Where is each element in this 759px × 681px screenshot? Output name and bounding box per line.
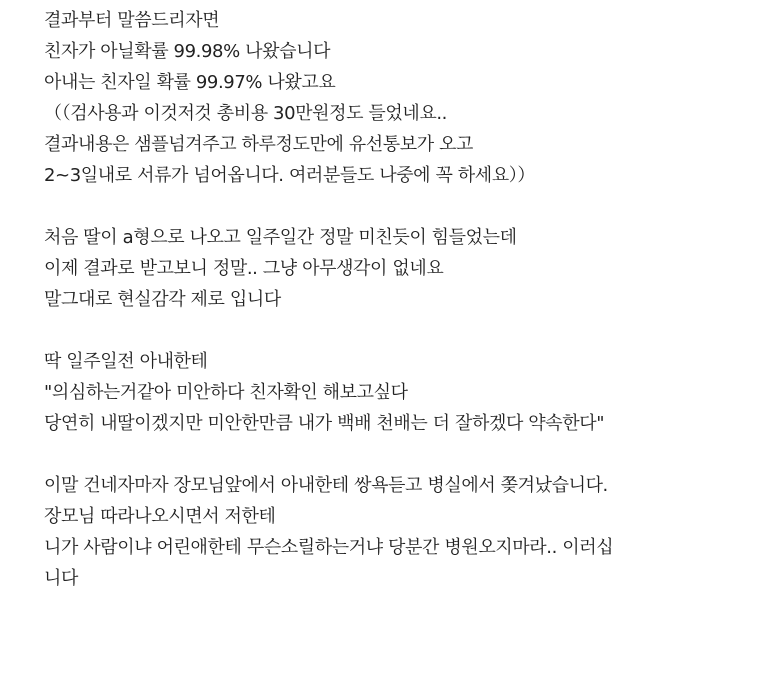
post-line-17: 장모님 따라나오시면서 저한테 (44, 506, 276, 527)
post-line-19: 니다 (44, 568, 78, 589)
post-line-14: 당연히 내딸이겠지만 미안한만큼 내가 백배 천배는 더 잘하겠다 약속한다" (44, 413, 605, 434)
post-line-13: "의심하는거같아 미안하다 친자확인 해보고싶다 (44, 382, 408, 403)
post-line-5: 결과내용은 샘플넘겨주고 하루정도만에 유선통보가 오고 (44, 134, 473, 155)
post-line-16: 이말 건네자마자 장모님앞에서 아내한테 쌍욕듣고 병실에서 쫒겨났습니다. (44, 475, 608, 496)
post-line-1: 결과부터 말씀드리자면 (44, 10, 220, 31)
paragraph-break (44, 191, 759, 222)
paragraph-break (44, 315, 759, 346)
post-line-3: 아내는 친자일 확률 99.97% 나왔고요 (44, 72, 336, 93)
post-line-8: 처음 딸이 a형으로 나오고 일주일간 정말 미친듯이 힘들었는데 (44, 227, 517, 248)
post-line-18: 니가 사람이냐 어린애한테 무슨소릴하는거냐 당분간 병원오지마라.. 이러십 (44, 537, 614, 558)
post-line-2: 친자가 아닐확률 99.98% 나왔습니다 (44, 41, 331, 62)
post-line-10: 말그대로 현실감각 제로 입니다 (44, 289, 281, 310)
post-line-4: （（검사용과 이것저것 총비용 30만원정도 들었네요.. (44, 103, 448, 124)
post-body (44, 5, 759, 594)
post-line-6: 2~3일내로 서류가 넘어옵니다. 여러분들도 나중에 꼭 하세요）） (44, 165, 535, 186)
post-line-12: 딱 일주일전 아내한테 (44, 351, 208, 372)
post-line-9: 이제 결과로 받고보니 정말.. 그냥 아무생각이 없네요 (44, 258, 444, 279)
paragraph-break (44, 439, 759, 470)
